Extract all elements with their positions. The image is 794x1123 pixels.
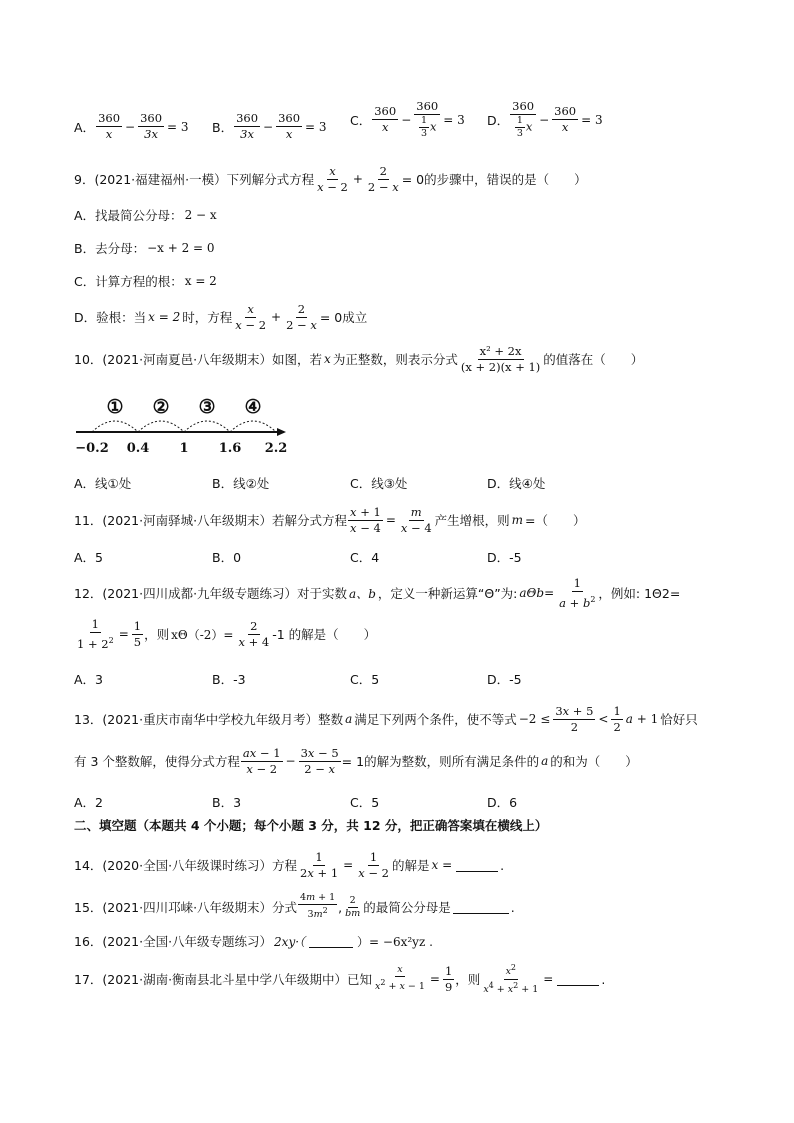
fraction: 360 $\frac{1}{3}$ x	[416, 99, 439, 139]
tick-label: 2.2	[264, 441, 288, 456]
fraction: $\frac{\text{x² + 2x}}{(x + 2)(x + 1)}$	[460, 343, 541, 374]
q9-option-d[interactable]: D．验根：当 x = 2 时，方程 $\frac{x}{x - 2}$ + $\frac{2}{2 - x}$ = 0成立	[74, 301, 368, 332]
q11-option-b[interactable]: B．0	[212, 550, 242, 565]
fraction: 360 $\frac{1}{3}$ x	[512, 99, 535, 139]
fraction: $\frac{3x + 5}{2}$	[555, 703, 594, 734]
answer-blank[interactable]	[309, 935, 353, 948]
fraction: $\frac{x}{x^2 + x - 1}$	[375, 964, 425, 993]
q10-stem: 10．(2021·河南夏邑·八年级期末）如图，若 x 为正整数，则表示分式 $\frac{\text{x² + 2x}}{(x + 2)(x + 1)}$ 的值落在（ ）	[74, 343, 644, 374]
fraction: $\frac{2}{x + 4}$	[238, 618, 270, 649]
tick-label: 1.6	[218, 441, 242, 456]
fraction: $\frac{1}{a + b^2}$	[559, 575, 596, 610]
fraction: $\frac{360}{x}$	[278, 111, 301, 141]
q12-option-d[interactable]: D．-5	[487, 672, 522, 687]
mark-2: ②	[152, 396, 170, 418]
q14-stem: 14．(2020·全国·八年级课时练习）方程 $\frac{1}{2x + 1}$ = $\frac{1}{x - 2}$ 的解是 x = .	[74, 849, 505, 880]
fraction: $\frac{4m + 1}{3m^2}$	[300, 892, 336, 921]
q12-option-b[interactable]: B．-3	[212, 672, 246, 687]
q9-option-c[interactable]: C．计算方程的根： x = 2	[74, 274, 217, 289]
q8-option-b[interactable]: B． $\frac{360}{3x}$ − $\frac{360}{x}$ = 3	[212, 111, 327, 141]
option-letter: B．	[212, 119, 234, 135]
fraction: $\frac{x}{x - 2}$	[235, 301, 267, 332]
mark-3: ③	[198, 396, 216, 418]
option-letter: C．	[350, 112, 372, 128]
tick-label: −0.2	[75, 441, 109, 456]
number-line-figure	[72, 392, 292, 458]
fraction: $\frac{360}{3x}$	[140, 111, 163, 141]
q13-stem-line2: 有 3 个整数解，使得分式方程 $\frac{ax - 1}{x - 2}$ − $\frac{3x - 5}{2 - x}$ = 1的解为整数，则所有满足条件的 a 的和为（ ）	[74, 745, 638, 776]
fraction: $\frac{360}{x}$	[374, 104, 397, 134]
q9-stem: 9．(2021·福建福州·一模）下列解分式方程 $\frac{x}{x - 2}$ + $\frac{2}{2 - x}$ = 0的步骤中，错误的是（ ）	[74, 163, 587, 194]
q11-option-c[interactable]: C．4	[350, 550, 380, 565]
fraction: $\frac{360}{3x}$	[236, 111, 259, 141]
q12-stem-line1: 12．(2021·四川成都·九年级专题练习）对于实数 a、b ，定义一种新运算“Θ”为: aΘb= $\frac{1}{a + b^2}$ ，例如: 1Θ2=	[74, 575, 681, 610]
q8-option-c[interactable]: C． $\frac{360}{x}$ − 360 $\frac{1}{3}$ x = 3	[350, 99, 465, 139]
q15-stem: 15．(2021·四川邛崃·八年级期末）分式 $\frac{4m + 1}{3m^2}$ , $\frac{2}{bm}$ 的最简公分母是 .	[74, 892, 515, 921]
fraction: $\frac{x + 1}{x - 4}$	[350, 504, 381, 535]
fraction: $\frac{1}{2}$	[613, 703, 621, 734]
q11-option-a[interactable]: A．5	[74, 550, 104, 565]
q13-option-a[interactable]: A．2	[74, 795, 104, 810]
section-heading: 二、填空题（本题共 4 个小题；每个小题 3 分，共 12 分，把正确答案填在横线上）	[74, 818, 548, 833]
fraction: $\frac{2}{2 - x}$	[286, 301, 317, 332]
mark-4: ④	[244, 396, 262, 418]
answer-blank[interactable]	[453, 901, 509, 914]
q9-option-a[interactable]: A．找最简公分母： 2 − x	[74, 208, 217, 223]
q11-option-d[interactable]: D．-5	[487, 550, 522, 565]
q12-option-a[interactable]: A．3	[74, 672, 104, 687]
q8-option-d[interactable]: D． 360 $\frac{1}{3}$ x − $\frac{360}{x}$ = 3	[487, 99, 603, 139]
fraction: $\frac{2}{bm}$	[345, 894, 361, 919]
fraction: $\frac{1}{2x + 1}$	[300, 849, 339, 880]
fraction: $\frac{x}{x - 2}$	[317, 163, 348, 194]
fraction: $\frac{3x - 5}{2 - x}$	[300, 745, 339, 776]
q13-option-c[interactable]: C．5	[350, 795, 380, 810]
q10-option-d[interactable]: D．线④处	[487, 476, 546, 491]
option-letter: D．	[487, 112, 510, 128]
tick-label: 0.4	[126, 441, 150, 456]
mark-1: ①	[106, 396, 124, 418]
tick-label: 1	[179, 441, 189, 456]
q12-option-c[interactable]: C．5	[350, 672, 380, 687]
fraction: $\frac{1}{9}$	[444, 963, 453, 994]
fraction: $\frac{x^2}{x^4 + x^2 + 1}$	[483, 963, 539, 995]
q13-stem-line1: 13．(2021·重庆市南华中学校九年级月考）整数 a 满足下列两个条件，使不等式 −2 ≤ $\frac{3x + 5}{2}$ < $\frac{1}{2}$ a + 1 恰好只	[74, 703, 698, 734]
fraction: $\frac{2}{2 - x}$	[367, 163, 399, 194]
q16-stem: 16．(2021·全国·八年级专题练习） 2xy·（ ）= −6x²yz .	[74, 934, 433, 949]
q8-option-a[interactable]: A． $\frac{360}{x}$ − $\frac{360}{3x}$ = 3	[74, 111, 189, 141]
fraction: $\frac{1}{1 + 2^2}$	[77, 616, 114, 651]
q13-option-d[interactable]: D．6	[487, 795, 518, 810]
q9-option-b[interactable]: B．去分母： −x + 2 = 0	[74, 241, 215, 256]
option-letter: A．	[74, 119, 96, 135]
q11-stem: 11．(2021·河南驿城·八年级期末）若解分式方程 $\frac{x + 1}{x - 4}$ = $\frac{m}{x - 4}$ 产生增根，则 m =（ ）	[74, 504, 586, 535]
q13-option-b[interactable]: B．3	[212, 795, 242, 810]
q10-option-c[interactable]: C．线③处	[350, 476, 408, 491]
answer-blank[interactable]	[557, 973, 599, 986]
fraction: $\frac{ax - 1}{x - 2}$	[242, 745, 281, 776]
fraction: $\frac{360}{x}$	[98, 111, 121, 141]
q10-option-b[interactable]: B．线②处	[212, 476, 270, 491]
q12-stem-line2: $\frac{1}{1 + 2^2}$ = $\frac{1}{5}$ ，则 xΘ（-2）= $\frac{2}{x + 4}$ -1 的解是（ ）	[77, 616, 377, 651]
fraction: $\frac{1}{5}$	[133, 618, 142, 649]
fraction: $\frac{1}{x - 2}$	[358, 849, 389, 880]
q17-stem: 17．(2021·湖南·衡南县北斗星中学八年级期中）已知 $\frac{x}{x^2 + x - 1}$ = $\frac{1}{9}$ ，则 $\frac{x^2}{x^4 + x^2 + 1}$ = .	[74, 963, 606, 995]
q10-option-a[interactable]: A．线①处	[74, 476, 132, 491]
fraction: $\frac{360}{x}$	[554, 104, 577, 134]
answer-blank[interactable]	[456, 859, 498, 872]
fraction: $\frac{m}{x - 4}$	[400, 504, 432, 535]
